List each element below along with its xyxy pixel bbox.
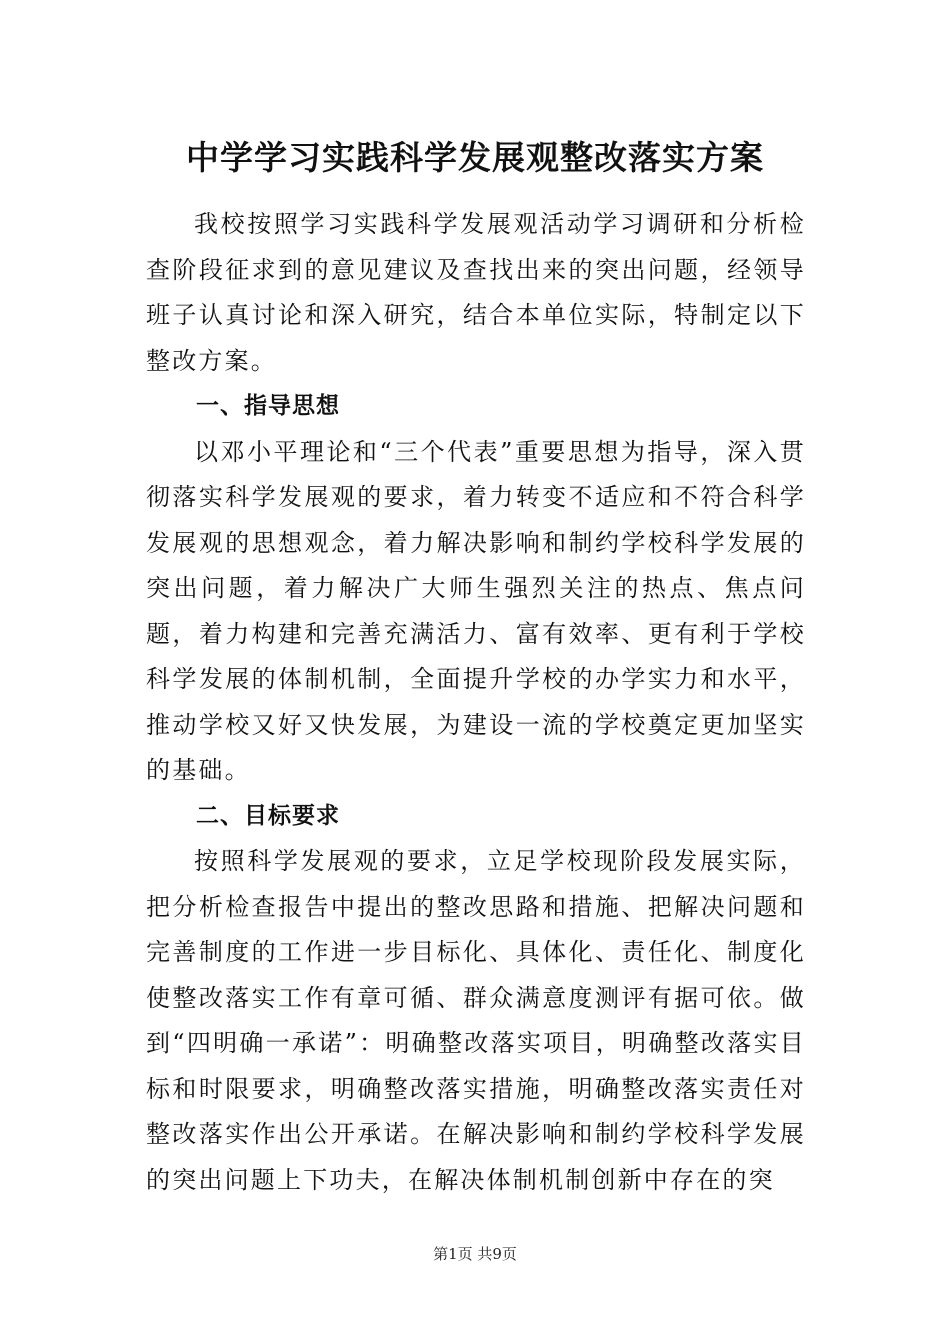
section-heading-guiding-ideology: 一、指导思想 [196,393,340,419]
page-number-footer: 第1页 共9页 [433,1245,517,1263]
intro-paragraph: 我校按照学习实践科学发展观活动学习调研和分析检查阶段征求到的意见建议及查找出来的突出问题，经领导班子认真讨论和深入研究，结合本单位实际，特制定以下整改方案。 [146,210,806,375]
document-body [146,202,806,1203]
document-title: 中学学习实践科学发展观整改落实方案 [186,138,764,177]
goals-paragraph: 按照科学发展观的要求，立足学校现阶段发展实际，把分析检查报告中提出的整改思路和措施、把解决问题和完善制度的工作进一步目标化、具体化、责任化、制度化使整改落实工作有章可循、群众满意度测评有据可依。做到“四明确一承诺”：明确整改落实项目，明确整改落实目标和时限要求，明确整改落实措施，明确整改落实责任对整改落实作出公开承诺。在解决影响和制约学校科学发展的突出问题上下功夫，在解决体制机制创新中存在的突 [146,847,806,1194]
section-heading-goals: 二、目标要求 [196,802,340,829]
guiding-ideology-paragraph: 以邓小平理论和“三个代表”重要思想为指导，深入贯彻落实科学发展观的要求，着力转变不适应和不符合科学发展观的思想观念，着力解决影响和制约学校科学发展的突出问题，着力解决广大师生强烈关注的热点、焦点问题，着力构建和完善充满活力、富有效率、更有利于学校科学发展的体制机制，全面提升学校的办学实力和水平，推动学校又好又快发展，为建设一流的学校奠定更加坚实的基础。 [146,437,806,784]
